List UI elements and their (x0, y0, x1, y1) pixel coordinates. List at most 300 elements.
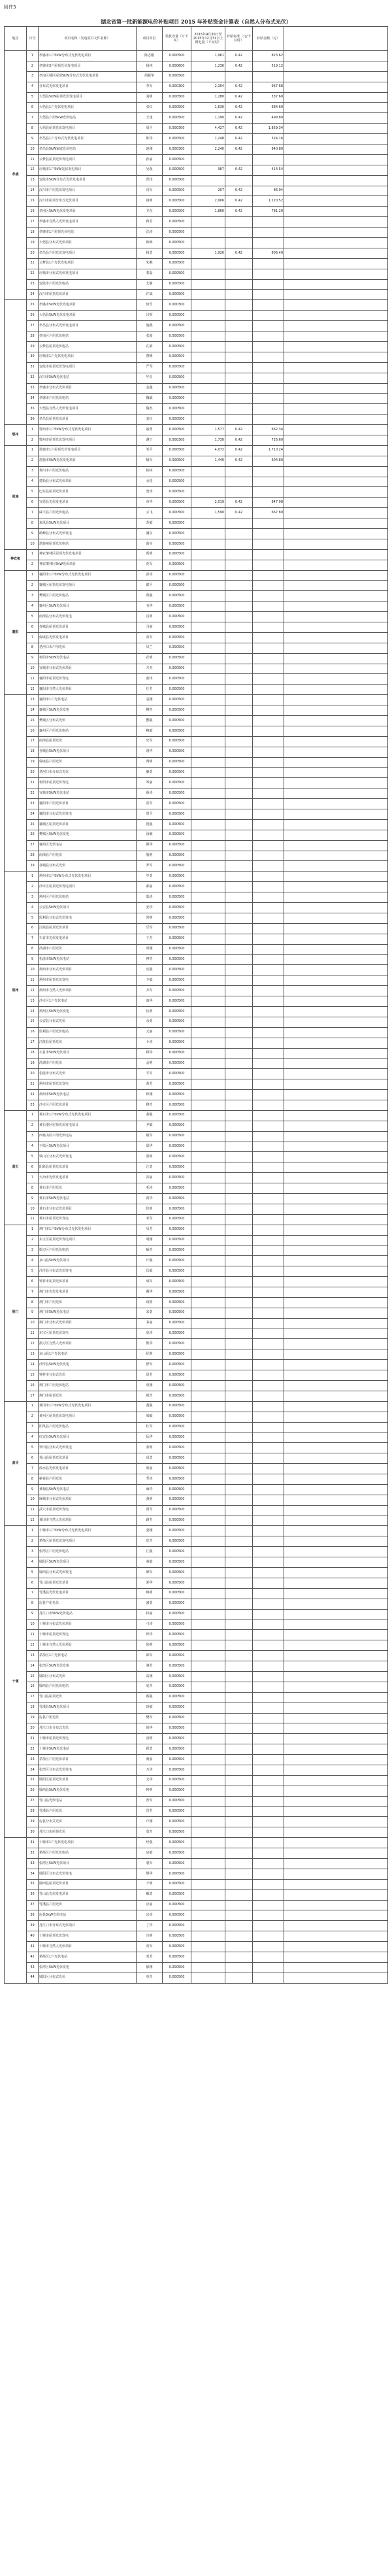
project-name-cell: 张湾区5kW光伏发电 (39, 1661, 137, 1672)
generation-cell (191, 1329, 225, 1339)
row-index-cell: 2 (27, 435, 39, 445)
capacity-cell: 0.000500 (163, 134, 191, 144)
subsidy-amount-cell (253, 1962, 284, 1973)
row-index-cell: 32 (27, 373, 39, 383)
row-index-cell: 13 (27, 996, 39, 1007)
subsidy-amount-cell (253, 1703, 284, 1713)
capacity-cell: 0.000500 (163, 228, 191, 238)
blank-cell (284, 518, 388, 529)
blank-cell (284, 1277, 388, 1287)
subsidy-rate-cell (225, 1599, 253, 1609)
generation-cell (191, 1858, 225, 1869)
project-unit-cell: 孔娟 (137, 341, 163, 352)
generation-cell (191, 341, 225, 352)
capacity-cell: 0.000500 (163, 1287, 191, 1297)
project-name-cell: 黄石市屋顶光伏发电 (39, 1214, 137, 1225)
subsidy-amount-cell: 967.68 (253, 82, 284, 92)
generation-cell: 1,248 (191, 134, 225, 144)
project-name-cell: 襄城区屋顶光伏项目 (39, 819, 137, 830)
subsidy-amount-cell (253, 415, 284, 425)
table-row (5, 1671, 388, 1682)
project-name-cell: 枣阳市5kW光伏电站 (39, 653, 137, 664)
subsidy-amount-cell (253, 1775, 284, 1786)
row-index-cell: 2 (27, 581, 39, 591)
capacity-cell: 0.000500 (163, 1806, 191, 1817)
capacity-cell: 0.000500 (163, 1619, 191, 1630)
subsidy-amount-cell (253, 1879, 284, 1890)
project-unit-cell: 冯军 (137, 186, 163, 196)
subsidy-rate-cell (225, 570, 253, 581)
table-row (5, 955, 388, 965)
row-index-cell: 3 (27, 1422, 39, 1432)
table-row (5, 1931, 388, 1942)
generation-cell: 2,019 (191, 498, 225, 508)
subsidy-rate-cell: 0.42 (225, 498, 253, 508)
row-index-cell: 18 (27, 228, 39, 238)
subsidy-rate-cell (225, 996, 253, 1007)
capacity-cell: 0.000500 (163, 903, 191, 913)
subsidy-rate-cell (225, 1547, 253, 1557)
generation-cell (191, 1412, 225, 1422)
subsidy-amount-cell (253, 705, 284, 716)
generation-cell (191, 1183, 225, 1194)
project-unit-cell: 米军 (137, 1214, 163, 1225)
blank-cell (284, 872, 388, 882)
subsidy-rate-cell (225, 228, 253, 238)
project-unit-cell: 马丽 (137, 622, 163, 632)
project-name-cell: 十堰市屋顶光伏发电 (39, 1734, 137, 1744)
subsidy-rate-cell (225, 1391, 253, 1401)
project-name-cell: 荆州市分布式光伏项目 (39, 965, 137, 975)
blank-cell (284, 653, 388, 664)
subsidy-amount-cell (253, 175, 284, 186)
generation-cell (191, 788, 225, 799)
generation-cell (191, 311, 225, 321)
project-name-cell: 巴东县屋顶光伏项目 (39, 487, 137, 498)
capacity-cell: 0.000500 (163, 394, 191, 404)
capacity-cell: 0.000500 (163, 1973, 191, 1983)
table-row (5, 695, 388, 705)
table-row (5, 154, 388, 165)
header-index: 序号 (27, 27, 39, 51)
generation-cell (191, 830, 225, 840)
project-name-cell: 大悟县自然人光伏发电项目 (39, 404, 137, 415)
generation-cell (191, 1651, 225, 1661)
project-name-cell: 荆州市1户5kW分布式光伏发电项目 (39, 872, 137, 882)
project-unit-cell: 强明 (137, 1495, 163, 1505)
table-row (5, 196, 388, 207)
capacity-cell: 0.000500 (163, 311, 191, 321)
row-index-cell: 25 (27, 1775, 39, 1786)
table-row (5, 872, 388, 882)
table-row (5, 1225, 388, 1235)
blank-cell (284, 674, 388, 685)
table-row (5, 622, 388, 632)
table-row (5, 1277, 388, 1287)
row-index-cell: 15 (27, 1017, 39, 1027)
generation-cell (191, 300, 225, 311)
subsidy-amount-cell (253, 1193, 284, 1204)
generation-cell (191, 1235, 225, 1246)
row-index-cell: 17 (27, 1038, 39, 1048)
blank-cell (284, 1806, 388, 1817)
project-name-cell: 茅箭区屋顶光伏发电项目 (39, 1536, 137, 1547)
region-cell: 黄石 (5, 1110, 27, 1225)
table-row (5, 861, 388, 872)
subsidy-rate-cell (225, 1703, 253, 1713)
subsidy-amount-cell: 499.80 (253, 113, 284, 124)
generation-cell (191, 602, 225, 612)
table-row (5, 1048, 388, 1059)
capacity-cell: 0.000500 (163, 445, 191, 456)
subsidy-amount-cell (253, 591, 284, 602)
project-name-cell: 荆州市自然人光伏项目 (39, 986, 137, 996)
blank-cell (284, 165, 388, 175)
capacity-cell: 0.000500 (163, 549, 191, 560)
project-name-cell: 掇刀区户用光伏电站 (39, 1246, 137, 1256)
blank-cell (284, 726, 388, 736)
capacity-cell: 0.000500 (163, 383, 191, 394)
row-index-cell: 4 (27, 1432, 39, 1443)
blank-cell (284, 695, 388, 705)
blank-cell (284, 124, 388, 134)
blank-cell (284, 892, 388, 903)
blank-cell (284, 1755, 388, 1765)
capacity-cell: 0.000500 (163, 1599, 191, 1609)
capacity-cell: 0.000500 (163, 1225, 191, 1235)
capacity-cell: 0.000500 (163, 819, 191, 830)
project-name-cell: 荆门市户用光伏 (39, 1297, 137, 1308)
project-unit-cell: 毛涛 (137, 1183, 163, 1194)
subsidy-amount-cell (253, 809, 284, 820)
capacity-cell: 0.000300 (163, 300, 191, 311)
blank-cell (284, 477, 388, 487)
blank-cell (284, 747, 388, 757)
generation-cell (191, 1640, 225, 1651)
table-row (5, 1495, 388, 1505)
project-name-cell: 郧西县屋顶光伏项目 (39, 1879, 137, 1890)
table-row (5, 726, 388, 736)
generation-cell (191, 716, 225, 726)
table-header-row (5, 27, 388, 51)
project-name-cell: 丹江口市分布式光伏 (39, 1723, 137, 1734)
project-unit-cell: 孟明 (137, 1059, 163, 1069)
subsidy-amount-cell (253, 632, 284, 643)
subsidy-rate-cell (225, 1557, 253, 1568)
blank-cell (284, 425, 388, 435)
capacity-cell: 0.000500 (163, 362, 191, 373)
project-name-cell: 茅箭区1户光伏电站 (39, 1651, 137, 1661)
row-index-cell: 4 (27, 602, 39, 612)
project-unit-cell: 胡华 (137, 1723, 163, 1734)
subsidy-amount-cell (253, 362, 284, 373)
project-unit-cell: 季涛 (137, 1474, 163, 1485)
table-row (5, 477, 388, 487)
table-row (5, 456, 388, 466)
capacity-cell: 0.000500 (163, 1152, 191, 1162)
row-index-cell: 2 (27, 1235, 39, 1246)
blank-cell (284, 1432, 388, 1443)
project-unit-cell: 高刚 (137, 1671, 163, 1682)
row-index-cell: 8 (27, 1297, 39, 1308)
row-index-cell: 23 (27, 799, 39, 809)
subsidy-amount-cell (253, 1152, 284, 1162)
subsidy-amount-cell (253, 528, 284, 539)
project-unit-cell: 柯明 (137, 1786, 163, 1796)
capacity-cell: 0.000500 (163, 352, 191, 362)
project-name-cell: 石首市5kW光伏项目 (39, 1048, 137, 1059)
table-row (5, 581, 388, 591)
row-index-cell: 5 (27, 1266, 39, 1277)
subsidy-amount-cell: 1,710.24 (253, 445, 284, 456)
capacity-cell: 0.000500 (163, 186, 191, 196)
table-row (5, 830, 388, 840)
project-unit-cell: 管芳 (137, 1806, 163, 1817)
blank-cell (284, 643, 388, 653)
header-capacity: 装机容量（万千瓦） (163, 27, 191, 51)
subsidy-rate-cell (225, 1121, 253, 1131)
generation-cell (191, 747, 225, 757)
generation-cell (191, 1027, 225, 1038)
blank-cell (284, 1578, 388, 1588)
project-unit-cell: 危青 (137, 1536, 163, 1547)
generation-cell (191, 1370, 225, 1381)
blank-cell (284, 1204, 388, 1214)
blank-cell (284, 1744, 388, 1755)
project-unit-cell: 罗军 (137, 861, 163, 872)
project-name-cell: 鄂州市1户5kW分布式光伏发电项目 (39, 425, 137, 435)
capacity-cell: 0.000500 (163, 466, 191, 477)
blank-cell (284, 1006, 388, 1017)
table-row (5, 1360, 388, 1370)
project-name-cell: 十堰市屋顶光伏发电 (39, 1931, 137, 1942)
blank-cell (284, 736, 388, 747)
blank-cell (284, 1360, 388, 1370)
project-name-cell: 宣恩县光伏发电项目 (39, 498, 137, 508)
generation-cell (191, 1318, 225, 1329)
generation-cell: 1,630 (191, 103, 225, 113)
subsidy-rate-cell (225, 362, 253, 373)
subsidy-rate-cell (225, 788, 253, 799)
project-unit-cell: 明刚 (137, 1235, 163, 1246)
project-unit-cell: 雷军 (137, 799, 163, 809)
subsidy-amount-cell (253, 394, 284, 404)
project-unit-cell: 麻华 (137, 1484, 163, 1495)
subsidy-amount-cell (253, 674, 284, 685)
project-name-cell: 汉川市5kW光伏电站 (39, 373, 137, 383)
row-index-cell: 22 (27, 1744, 39, 1755)
subsidy-rate-cell (225, 154, 253, 165)
project-name-cell: 孝南区5kW光伏发电项目 (39, 207, 137, 217)
subsidy-rate-cell: 0.42 (225, 508, 253, 518)
subsidy-amount-cell (253, 1214, 284, 1225)
capacity-cell: 0.000500 (163, 934, 191, 944)
capacity-cell: 0.000500 (163, 1329, 191, 1339)
subsidy-rate-cell (225, 955, 253, 965)
subsidy-rate-cell (225, 851, 253, 861)
table-row (5, 311, 388, 321)
project-unit-cell: 经强 (137, 1838, 163, 1848)
generation-cell: 1,590 (191, 508, 225, 518)
subsidy-amount-cell (253, 1131, 284, 1142)
row-index-cell: 9 (27, 955, 39, 965)
blank-cell (284, 975, 388, 986)
subsidy-rate-cell (225, 175, 253, 186)
subsidy-rate-cell (225, 913, 253, 923)
blank-cell (284, 1131, 388, 1142)
row-index-cell: 5 (27, 1568, 39, 1578)
capacity-cell: 0.000500 (163, 581, 191, 591)
blank-cell (284, 1329, 388, 1339)
generation-cell (191, 1090, 225, 1100)
project-name-cell: 南漳县分布式光伏发电 (39, 612, 137, 622)
project-name-cell: 竹山县屋顶光伏 (39, 1692, 137, 1703)
row-index-cell: 9 (27, 528, 39, 539)
blank-cell (284, 1900, 388, 1910)
table-row (5, 1391, 388, 1401)
blank-cell (284, 944, 388, 955)
table-row (5, 1329, 388, 1339)
blank-cell (284, 861, 388, 872)
subsidy-rate-cell (225, 1204, 253, 1214)
project-name-cell: 洪湖市户用光伏 (39, 1059, 137, 1069)
table-row (5, 124, 388, 134)
table-row (5, 1910, 388, 1921)
blank-cell (284, 311, 388, 321)
table-row (5, 1339, 388, 1349)
capacity-cell: 0.000500 (163, 986, 191, 996)
project-name-cell: 老河口市户用光伏 (39, 643, 137, 653)
table-row (5, 1474, 388, 1485)
project-name-cell: 宜城市分布式光伏项目 (39, 664, 137, 674)
subsidy-amount-cell (253, 799, 284, 809)
subsidy-rate-cell (225, 1827, 253, 1838)
project-name-cell: 樊城区5kW光伏发电 (39, 830, 137, 840)
capacity-cell: 0.000500 (163, 1588, 191, 1599)
project-unit-cell: 穆青 (137, 1100, 163, 1110)
subsidy-amount-cell (253, 975, 284, 986)
capacity-cell: 0.000500 (163, 1339, 191, 1349)
table-row (5, 1879, 388, 1890)
generation-cell (191, 539, 225, 549)
generation-cell (191, 290, 225, 300)
blank-cell (284, 290, 388, 300)
generation-cell (191, 1152, 225, 1162)
capacity-cell: 0.000500 (163, 258, 191, 269)
project-unit-cell: 廉勇 (137, 768, 163, 778)
project-name-cell: 阳新县屋顶光伏项目 (39, 1162, 137, 1173)
table-row (5, 1505, 388, 1516)
project-name-cell: 孝感市3户屋顶光伏发电项目 (39, 61, 137, 71)
table-row (5, 1796, 388, 1806)
blank-cell (284, 1703, 388, 1713)
table-row (5, 71, 388, 82)
capacity-cell: 0.000500 (163, 892, 191, 903)
row-index-cell: 2 (27, 1121, 39, 1131)
capacity-cell: 0.000500 (163, 279, 191, 290)
project-unit-cell: 茅丽 (137, 1318, 163, 1329)
subsidy-rate-cell (225, 1578, 253, 1588)
subsidy-amount-cell (253, 1765, 284, 1775)
capacity-cell: 0.000500 (163, 1942, 191, 1952)
subsidy-rate-cell (225, 736, 253, 747)
generation-cell (191, 1973, 225, 1983)
table-row (5, 1422, 388, 1432)
table-row (5, 1734, 388, 1744)
blank-cell (284, 1090, 388, 1100)
project-unit-cell: 徐明 (137, 1640, 163, 1651)
subsidy-amount-cell (253, 1495, 284, 1505)
subsidy-amount-cell (253, 1401, 284, 1412)
subsidy-amount-cell (253, 819, 284, 830)
subsidy-amount-cell (253, 1048, 284, 1059)
table-row (5, 1162, 388, 1173)
table-row (5, 1640, 388, 1651)
project-name-cell: 襄城区屋顶光伏发电项目 (39, 581, 137, 591)
project-name-cell: 黄石港区屋顶光伏发电项目 (39, 1121, 137, 1131)
blank-cell (284, 1931, 388, 1942)
subsidy-amount-cell (253, 1162, 284, 1173)
table-row (5, 705, 388, 716)
row-index-cell: 1 (27, 445, 39, 456)
project-unit-cell: 黄芳 (137, 1079, 163, 1090)
table-row (5, 913, 388, 923)
table-row (5, 1204, 388, 1214)
generation-cell (191, 1110, 225, 1121)
subsidy-amount-cell (253, 685, 284, 695)
capacity-cell: 0.000500 (163, 165, 191, 175)
generation-cell (191, 1401, 225, 1412)
subsidy-rate-cell (225, 1339, 253, 1349)
project-name-cell: 应城市1户光伏发电项目 (39, 352, 137, 362)
row-index-cell: 17 (27, 1391, 39, 1401)
row-index-cell: 38 (27, 1910, 39, 1921)
row-index-cell: 7 (27, 934, 39, 944)
project-unit-cell: 虞丽 (137, 1755, 163, 1765)
generation-cell (191, 269, 225, 279)
project-name-cell: 黄梅县5kW光伏电站 (39, 1484, 137, 1495)
generation-cell (191, 1547, 225, 1557)
row-index-cell: 12 (27, 986, 39, 996)
subsidy-amount-cell (253, 788, 284, 799)
row-index-cell: 35 (27, 1879, 39, 1890)
project-name-cell: 郧阳区分布式光伏 (39, 1671, 137, 1682)
subsidy-rate-cell (225, 1360, 253, 1370)
generation-cell (191, 1516, 225, 1526)
project-unit-cell: 鲍敏 (137, 726, 163, 736)
row-index-cell: 11 (27, 1329, 39, 1339)
blank-cell (284, 996, 388, 1007)
capacity-cell: 0.000500 (163, 1453, 191, 1464)
project-unit-cell: 谈明 (137, 1297, 163, 1308)
table-row (5, 300, 388, 311)
table-row (5, 1900, 388, 1910)
blank-cell (284, 92, 388, 103)
project-name-cell: 南漳县户用光伏 (39, 851, 137, 861)
row-index-cell: 13 (27, 695, 39, 705)
subsidy-amount-cell (253, 913, 284, 923)
project-unit-cell: 汪勇 (137, 1162, 163, 1173)
project-unit-cell: 陈华 (137, 134, 163, 144)
subsidy-rate-cell (225, 882, 253, 892)
generation-cell (191, 986, 225, 996)
blank-cell (284, 1973, 388, 1983)
generation-cell: 207 (191, 186, 225, 196)
table-row (5, 528, 388, 539)
subsidy-amount-cell (253, 373, 284, 383)
capacity-cell: 0.000500 (163, 477, 191, 487)
project-name-cell: 监利县分布式光伏发电 (39, 913, 137, 923)
